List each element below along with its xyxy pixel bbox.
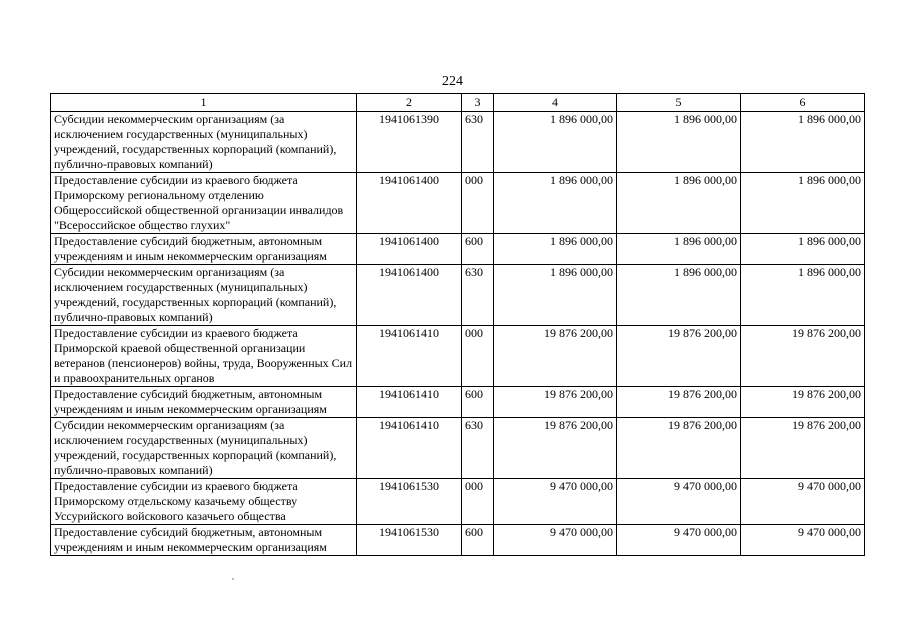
column-header-5: 5 [617, 94, 741, 112]
row-value-5: 1 896 000,00 [617, 265, 741, 326]
row-code: 1941061530 [357, 525, 462, 556]
row-name: Субсидии некоммерческим организациям (за исключением государственных (муниципальных) учреждений, государственных корпораций (компаний), публично-правовых компаний) [51, 112, 357, 173]
row-code: 1941061410 [357, 418, 462, 479]
row-expense-type: 600 [462, 387, 494, 418]
row-name: Предоставление субсидий бюджетным, автономным учреждениям и иным некоммерческим организациям [51, 234, 357, 265]
row-value-5: 19 876 200,00 [617, 326, 741, 387]
row-value-6: 9 470 000,00 [741, 479, 865, 525]
row-name: Предоставление субсидии из краевого бюджета Приморскому отдельскому казачьему обществу Уссурийского войскового казачьего общества [51, 479, 357, 525]
row-code: 1941061410 [357, 387, 462, 418]
row-value-6: 9 470 000,00 [741, 525, 865, 556]
row-value-4: 19 876 200,00 [494, 387, 617, 418]
table-row [51, 326, 865, 387]
page-number: 224 [442, 74, 463, 89]
row-code: 1941061400 [357, 234, 462, 265]
row-value-5: 1 896 000,00 [617, 112, 741, 173]
column-header-2: 2 [357, 94, 462, 112]
row-value-6: 1 896 000,00 [741, 112, 865, 173]
table-row [51, 234, 865, 265]
table-row [51, 479, 865, 525]
row-name: Предоставление субсидии из краевого бюджета Приморскому региональному отделению Общероссийской общественной организации инвалидов "Всероссийское общество глухих" [51, 173, 357, 234]
row-value-4: 19 876 200,00 [494, 326, 617, 387]
table-row [51, 418, 865, 479]
column-header-4: 4 [494, 94, 617, 112]
row-name: Субсидии некоммерческим организациям (за исключением государственных (муниципальных) учреждений, государственных корпораций (компаний), публично-правовых компаний) [51, 265, 357, 326]
row-value-6: 1 896 000,00 [741, 265, 865, 326]
column-header-1: 1 [51, 94, 357, 112]
row-value-4: 9 470 000,00 [494, 525, 617, 556]
row-value-6: 1 896 000,00 [741, 234, 865, 265]
row-code: 1941061400 [357, 173, 462, 234]
row-code: 1941061390 [357, 112, 462, 173]
row-code: 1941061410 [357, 326, 462, 387]
table-row [51, 112, 865, 173]
row-code: 1941061400 [357, 265, 462, 326]
row-value-5: 9 470 000,00 [617, 479, 741, 525]
table-row [51, 265, 865, 326]
row-value-5: 19 876 200,00 [617, 418, 741, 479]
row-value-4: 9 470 000,00 [494, 479, 617, 525]
header-row [51, 94, 865, 112]
row-value-4: 19 876 200,00 [494, 418, 617, 479]
row-expense-type: 630 [462, 418, 494, 479]
column-header-3: 3 [462, 94, 494, 112]
row-value-5: 9 470 000,00 [617, 525, 741, 556]
row-expense-type: 000 [462, 479, 494, 525]
column-header-6: 6 [741, 94, 865, 112]
row-value-6: 19 876 200,00 [741, 418, 865, 479]
row-value-4: 1 896 000,00 [494, 112, 617, 173]
row-name: Предоставление субсидий бюджетным, автономным учреждениям и иным некоммерческим организациям [51, 525, 357, 556]
row-expense-type: 000 [462, 173, 494, 234]
row-expense-type: 000 [462, 326, 494, 387]
row-value-5: 1 896 000,00 [617, 173, 741, 234]
row-name: Субсидии некоммерческим организациям (за исключением государственных (муниципальных) учреждений, государственных корпораций (компаний), публично-правовых компаний) [51, 418, 357, 479]
row-expense-type: 630 [462, 112, 494, 173]
scan-speck [232, 578, 234, 580]
row-value-6: 19 876 200,00 [741, 387, 865, 418]
row-value-4: 1 896 000,00 [494, 234, 617, 265]
row-value-6: 1 896 000,00 [741, 173, 865, 234]
row-value-4: 1 896 000,00 [494, 265, 617, 326]
budget-table [50, 93, 865, 556]
row-value-5: 1 896 000,00 [617, 234, 741, 265]
row-value-4: 1 896 000,00 [494, 173, 617, 234]
table-row [51, 387, 865, 418]
row-expense-type: 630 [462, 265, 494, 326]
row-name: Предоставление субсидий бюджетным, автономным учреждениям и иным некоммерческим организациям [51, 387, 357, 418]
row-expense-type: 600 [462, 525, 494, 556]
row-value-5: 19 876 200,00 [617, 387, 741, 418]
row-code: 1941061530 [357, 479, 462, 525]
table-row [51, 525, 865, 556]
row-name: Предоставление субсидии из краевого бюджета Приморской краевой общественной организации ветеранов (пенсионеров) войны, труда, Вооруженных Сил и правоохранительных органов [51, 326, 357, 387]
row-value-6: 19 876 200,00 [741, 326, 865, 387]
row-expense-type: 600 [462, 234, 494, 265]
table-row [51, 173, 865, 234]
